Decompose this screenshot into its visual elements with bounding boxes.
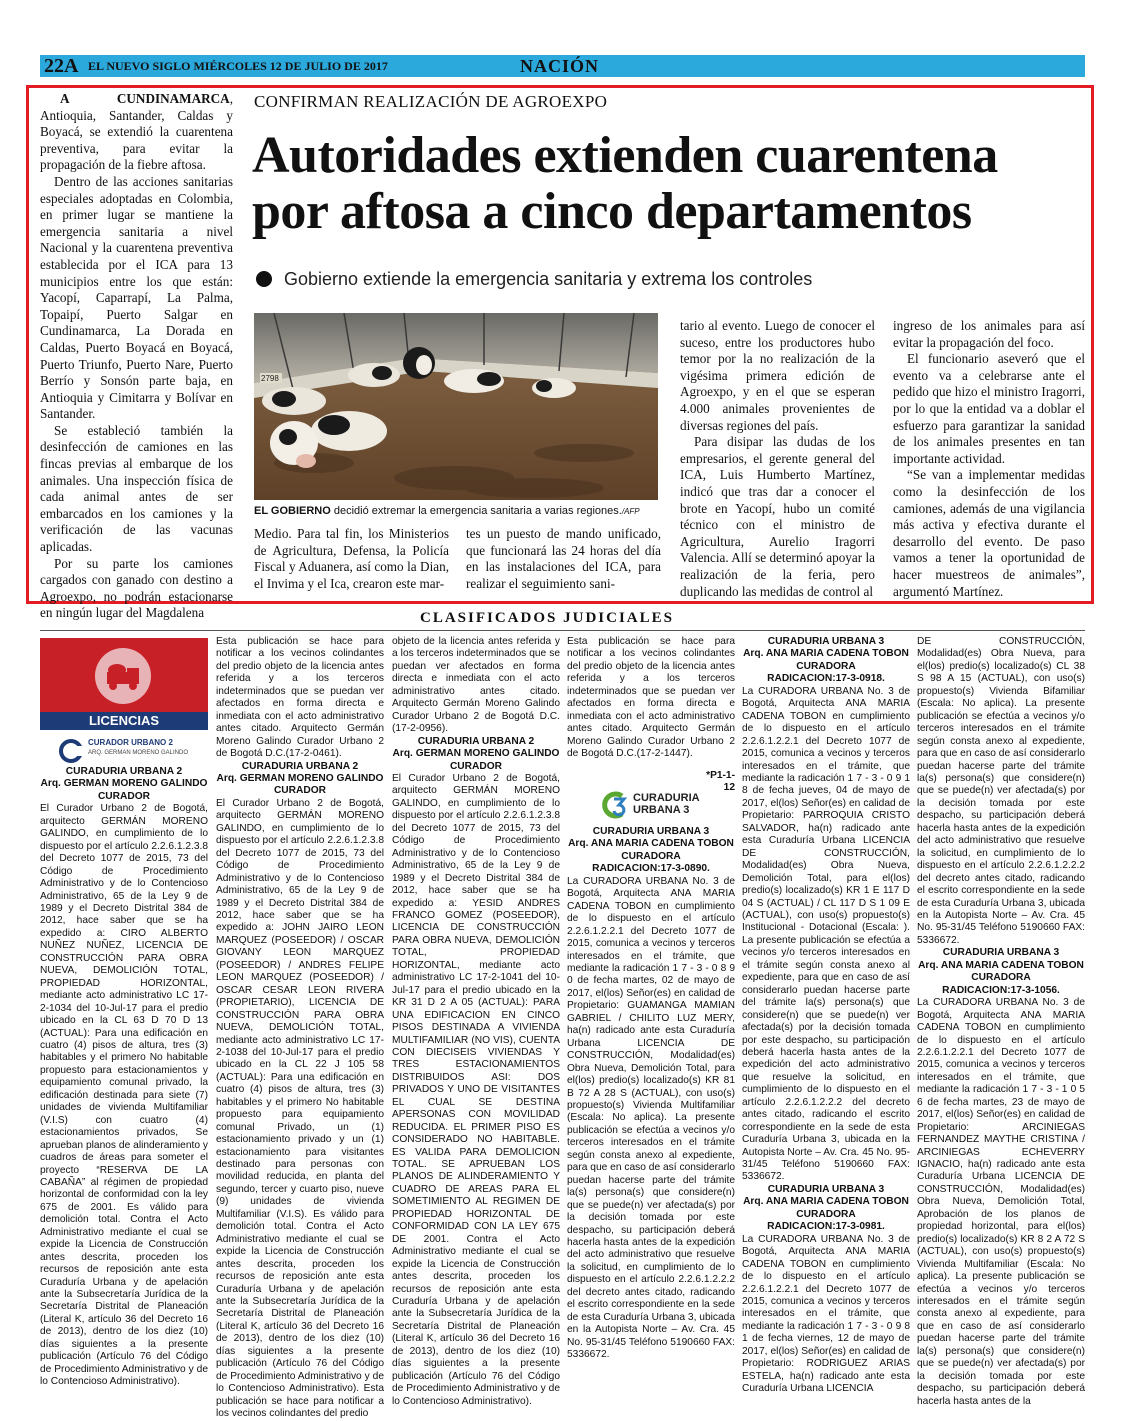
notice-heading: CURADORA bbox=[796, 660, 856, 672]
notice-heading: CURADOR bbox=[449, 760, 503, 772]
page-number: 22A bbox=[44, 55, 79, 77]
notice-heading: RADICACION:17-3-0981. bbox=[767, 1221, 885, 1233]
article-subheadline: Gobierno extiende la emergencia sanitaria y extrema los controles bbox=[256, 268, 812, 290]
notice-body: La CURADORA URBANA No. 3 de Bogotá, Arquitecta ANA MARIA CADENA TOBON en cumplimiento de lo dispuesto en el artículo 2.2.6.1.2.2.1 del Decreto 1077 de 2015, comunica a vecinos y terceros interesados en el trámite, que mediante la radicación 1 7 - 3 - 1 0 5 6 de fecha martes, 23 de mayo de 2017, el(los) Señor(es) en calidad de Propietario: ARCINIEGAS FERNANDEZ MAYTHE CRISTINA / ARCINIEGAS ECHEVERRY IGNACIO, ha(n) radicado ante esta Curaduría Urbana LICENCIA DE CONSTRUCCIÓN, Modalidad(es) Obra Nueva, Demolición Total, Aprobación de los planos de propiedad horizontal, para el(los) predio(s) localizado(s) KR 8 2 A 72 S (ACTUAL), con uso(s) propuesto(s) Vivienda Multifamiliar (Escala: No aplica). La presente publicación se efectúa a vecinos y/o terceros interesados en el trámite según consta anexo al expediente, para que en caso de así considerarlo puedan hacerse parte del trámite la(s) persona(s) que considere(n) que se puede(n) ver afectada(s) por la decisión tomada por este despacho, su participación deberá hacerla hasta antes de la bbox=[917, 997, 1085, 1407]
article-column-4 bbox=[680, 318, 875, 600]
notice-heading: Arq. GERMAN MORENO GALINDO bbox=[392, 748, 560, 760]
licencias-label: LICENCIAS bbox=[88, 713, 160, 728]
notice-body: La CURADORA URBANA No. 3 de Bogotá, Arquitecta ANA MARIA CADENA TOBON en cumplimiento de lo dispuesto en el artículo 2.2.6.1.2.2.1 del Decreto 1077 de 2015, comunica a vecinos y terceros interesados en el trámite, que mediante la radicación 1 7 - 3 - 0 8 9 0 de fecha martes, 02 de mayo de 2017, el(los) Señor(es) en calidad de Propietario: GUAMANGA MAMIAN GABRIEL / CHILITO LUZ MERY, ha(n) radicado ante esta Curaduría Urbana LICENCIA DE CONSTRUCCIÓN, Modalidad(es) Obra Nueva, Demolición Total, para el(los) predio(s) localizado(s) KR 81 B 72 A 28 S (ACTUAL), con uso(s) propuesto(s) Vivienda Multifamiliar (Escala: No aplica). La presente publicación se efectúa a vecinos y/o terceros interesados en el trámite según consta anexo al expediente, para que en caso de así considerarlo puedan hacerse parte del trámite la(s) persona(s) que considere(n) que se puede(n) ver afectada(s) por la decisión tomada por este despacho, su participación deberá hacerla hasta antes de la expedición del acto administrativo que resuelve la solicitud, en cumplimiento de lo dispuesto en el artículo 2.2.6.1.2.2.2 del decreto antes citado, radicando el escrito correspondiente en la sede de esta Curaduría Urbana 3, ubicada en la Autopista Norte – Av. Cra. 45 No. 95-31/45 Teléfono 5190660 FAX: 5336672. bbox=[567, 875, 735, 1361]
notice-heading: Arq. GERMAN MORENO GALINDO bbox=[40, 778, 208, 790]
cement-mixer-icon bbox=[95, 648, 151, 704]
paragraph: ingreso de los animales para así evitar la propagación del foco. bbox=[893, 318, 1085, 350]
cow-tag-text: 2798 bbox=[261, 374, 279, 383]
notice-body: objeto de la licencia antes referida y a los terceros indeterminados que se puedan ver afectados en forma directa e inmediata con el acto administrativo antes citado. Arquitecto Germán Moreno Galindo Curador Urbano 2 de Bogotá D.C.(17-2-0956). bbox=[392, 636, 560, 735]
classified-column-4b bbox=[567, 826, 735, 1361]
curador-urbano-2-logo: CURADOR URBANO 2 ARQ. GERMAN MORENO GALINDO bbox=[58, 736, 198, 766]
notice-heading: CURADURIA URBANA 2 bbox=[417, 735, 535, 747]
page-header-bar bbox=[40, 55, 1085, 77]
notice-heading: RADICACION:17-3-1056. bbox=[942, 984, 1060, 996]
classified-ref-code: *P1-1-12 bbox=[706, 770, 735, 794]
lead-in: A CUNDINAMARCA bbox=[60, 91, 230, 106]
classifieds-section-title: CLASIFICADOS JUDICIALES bbox=[420, 610, 674, 626]
paragraph: Por su parte los camiones cargados con ganado con destino a Agroexpo, no podrán estacionarse en ningún lugar del Magdalena bbox=[40, 555, 233, 621]
notice-heading: CURADURIA URBANA 3 bbox=[767, 1183, 885, 1195]
notice-body: La CURADORA URBANA No. 3 de Bogotá, Arquitecta ANA MARIA CADENA TOBON en cumplimiento de lo dispuesto en el artículo 2.2.6.1.2.2.1 del Decreto 1077 de 2015, comunica a vecinos y terceros interesados en el trámite, que mediante la radicación 1 7 - 3 - 0 9 8 1 de fecha viernes, 12 de mayo de 2017, el(los) Señor(es) en calidad de Propietario: RODRIGUEZ ARIAS ESTELA, ha(n) radicado ante esta Curaduría Urbana LICENCIA bbox=[742, 1233, 910, 1395]
article-kicker: CONFIRMAN REALIZACIÓN DE AGROEXPO bbox=[254, 92, 608, 111]
article-lead-paragraph: A CUNDINAMARCA, Antioquia, Santander, Caldas y Boyacá, se extendió la cuarentena preventiva, para evitar la propagación de la fiebre aftosa. bbox=[40, 91, 233, 173]
notice-body: DE CONSTRUCCIÓN, Modalidad(es) Obra Nueva, para el(los) predio(s) localizado(s) CL 38 S 98 A 15 (ACTUAL), con uso(s) propuesto(s) Vivienda Bifamiliar (Escala: No aplica). La presente publicación se efectúa a vecinos y/o terceros interesados en el trámite según consta anexo al expediente, para que en caso de así considerarlo puedan hacerse parte del trámite la(s) persona(s) que considere(n) que se puede(n) ver afectada(s) por la decisión tomada por este despacho, su participación deberá hacerla hasta antes de la expedición del acto administrativo que resuelve la solicitud, en cumplimiento de lo dispuesto en el artículo 2.2.6.1.2.2.2 del decreto antes citado, radicando el escrito correspondiente en la sede de esta Curaduría Urbana 3, ubicada en la Autopista Norte – Av. Cra. 45 No. 95-31/45 Teléfono 5190660 FAX: 5336672. bbox=[917, 636, 1085, 946]
notice-heading: CURADORA bbox=[621, 850, 681, 862]
notice-heading: Arq. ANA MARIA CADENA TOBON bbox=[743, 1196, 909, 1208]
classified-column-1 bbox=[40, 766, 208, 1389]
publication-date: EL NUEVO SIGLO MIÉRCOLES 12 DE JULIO DE 2017 bbox=[88, 59, 388, 73]
article-column-2 bbox=[254, 526, 449, 592]
classified-column-2 bbox=[216, 636, 384, 1421]
notice-heading: CURADURIA URBANA 3 bbox=[767, 636, 885, 647]
classified-column-5 bbox=[742, 636, 910, 1396]
notice-heading: CURADURIA URBANA 3 bbox=[942, 947, 1060, 959]
article-photo bbox=[254, 313, 658, 500]
notice-heading: CURADURIA URBANA 3 bbox=[592, 826, 710, 837]
notice-heading: CURADURIA URBANA 2 bbox=[241, 760, 359, 772]
notice-body: El Curador Urbano 2 de Bogotá, arquitecto GERMÁN MORENO GALINDO, en cumplimiento de lo dispuesto por el artículo 2.2.6.1.2.3.8 del Decreto 1077 de 2015, 73 del Código de Procedimiento Administrativo y de lo Contencioso Administrativo, 65 de la Ley 9 de 1989 y el Decreto Distrital 384 de 2012, hace saber que se ha expedido a: YESID ANDRES FRANCO GOMEZ (POSEEDOR), LICENCIA DE CONSTRUCCIÓN PARA OBRA NUEVA, DEMOLICIÓN TOTAL, PROPIEDAD HORIZONTAL, mediante acto administrativo LC 17-2-1041 del 10-Jul-17 para el predio ubicado en la KR 31 D 2 A 05 (ACTUAL): PARA UNA EDIFICACION EN CINCO PISOS DESTINADA A VIVIENDA MULTIFAMILIAR (NO VIS), CUENTA CON DIECISEIS VIVIENDAS Y TRES ESTACIONAMIENTOS DISTRIBUIDOS ASI: DOS PRIVADOS Y UNO DE VISITANTES EL CUAL SE DESTINA APERSONAS CON MOVILIDAD REDUCIDA. EL PRIMER PISO ES CONSIDERADO NO HABITABLE. ES VALIDA PARA DEMOLICION TOTAL. SE APRUEBAN LOS PLANOS DE ALINDERAMIENTO Y CUADRO DE AREAS PARA EL SOMETIMIENTO AL REGIMEN DE PROPIEDAD HORIZONTAL DE CONFORMIDAD CON LA LEY 675 DE 2001. Contra el Acto Administrativo mediante el cual se expide la Licencia de Construcción antes descrita, proceden los recursos de reposición ante esta Curaduría Urbana y de apelación ante la Subsecretaría Jurídica de la Secretaría Distrital de Planeación (Literal K, artículo 36 del Decreto 16 de 2013), dentro de los diez (10) días siguientes a la presente publicación (Artículo 76 del Código de Procedimiento Administrativo y de lo Contencioso Administrativo). bbox=[392, 772, 560, 1407]
notice-heading: Arq. ANA MARIA CADENA TOBON bbox=[568, 838, 734, 850]
paragraph: Para disipar las dudas de los empresarios, el gerente general del ICA, Luis Humberto Martínez, indicó que tras dar a conocer el brote en Yacopí, hubo un comité técnico con el ministro de Agricultura, Aurelio Iragorri Valencia. Allí se determinó apoyar la realización de la feria, pero duplicando las medidas de control al bbox=[680, 434, 875, 599]
paragraph: Medio. Para tal fin, los Ministerios de Agricultura, Defensa, la Policía Fiscal y Aduanera, así como la Dian, el Invima y el Ica, crearon este mar- bbox=[254, 526, 449, 591]
article-headline: Autoridades extienden cuarentena por aftosa a cinco departamentos bbox=[252, 127, 998, 240]
paragraph: tes un puesto de mando unificado, que funcionará las 24 horas del día en las instalaciones del ICA, para realizar el seguimiento sani- bbox=[466, 526, 661, 591]
notice-heading: Arq. ANA MARIA CADENA TOBON bbox=[743, 648, 909, 660]
paragraph: El funcionario aseveró que el evento va a celebrarse ante el pedido que hizo el ministro Iragorri, por lo que la entidad va a doblar el esfuerzo para garantizar la sanidad de los animales presentes en tan importante actividad. bbox=[893, 351, 1085, 466]
curaduria-urbana-3-logo: CURADURIA URBANA 3 bbox=[600, 790, 720, 820]
photo-caption: EL GOBIERNO decidió extremar la emergencia sanitaria a varias regiones./AFP bbox=[254, 505, 640, 517]
section-name: NACIÓN bbox=[520, 56, 600, 76]
notice-heading: Arq. GERMAN MORENO GALINDO bbox=[216, 772, 384, 784]
notice-heading: RADICACION:17-3-0918. bbox=[767, 673, 885, 685]
notice-heading: CURADOR bbox=[97, 790, 151, 802]
notice-body: El Curador Urbano 2 de Bogotá, arquitecto GERMÁN MORENO GALINDO, en cumplimiento de lo dispuesto por el artículo 2.2.6.1.2.3.8 del Decreto 1077 de 2015, 73 del Código de Procedimiento Administrativo y de lo Contencioso Administrativo, 65 de la Ley 9 de 1989 y el Decreto Distrital 384 de 2012, hace saber que se ha expedido a: CIRO ALBERTO NUÑEZ NUÑEZ, LICENCIA DE CONSTRUCCIÓN PARA OBRA NUEVA, DEMOLICIÓN TOTAL, PROPIEDAD HORIZONTAL, mediante acto administrativo LC 17-2-1034 del 10-Jul-17 para el predio ubicado en la CL 63 D 70 D 13 (ACTUAL): Para una edificación en cuatro (4) pisos de altura, tres (3) habitables y el primero No habitable propuesto para estacionamientos y equipamiento comunal privado, la edificación destinada para siete (7) unidades de vivienda Multifamiliar (V.I.S) con cuatro (4) estacionamientos privados, Se aprueban planos de alinderamiento y cuadros de áreas para someter el proyecto “RESERVA DE LA CABAÑA” al régimen de propiedad horizontal de conformidad con la ley 675 de 2001. Es válido para demolición total. Contra el Acto Administrativo mediante el cual se expide la Licencia de Construcción antes descrita, proceden los recursos de reposición ante esta Curaduría Urbana y de apelación ante la Subsecretaría Jurídica de la Secretaría Distrital de Planeación (Literal K, artículo 36 del Decreto 16 de 2013), dentro de los diez (10) días siguientes a la presente publicación (Artículo 76 del Código de Procedimiento Administrativo y de lo Contencioso Administrativo). bbox=[40, 803, 208, 1388]
classified-column-3 bbox=[392, 636, 560, 1408]
article-column-5 bbox=[893, 318, 1085, 600]
notice-heading: Arq. ANA MARIA CADENA TOBON bbox=[918, 959, 1084, 971]
paragraph: “Se van a implementar medidas como la desinfección de los camiones, además de una vigilancia más activa y efectiva durante el desarrollo del evento. De paso vamos a tener la oportunidad de hacer muestreos de animales”, argumentó Martínez. bbox=[893, 467, 1085, 599]
article-column-1 bbox=[40, 91, 233, 622]
article-column-3 bbox=[466, 526, 661, 592]
licencias-label-bar bbox=[40, 712, 208, 730]
notice-heading: CURADOR bbox=[273, 785, 327, 797]
bullet-icon bbox=[256, 271, 272, 287]
photo-credit: /AFP bbox=[621, 507, 640, 516]
notice-body: Esta publicación se hace para notificar a los vecinos colindantes del predio objeto de la licencia antes referida y a los terceros indeterminados que se puedan ver afectados en forma directa e inmediata con el acto administrativo antes citado. Arquitecto Germán Moreno Galindo Curador Urbano 2 de Bogotá D.C.(17-2-0461). bbox=[216, 636, 384, 760]
notice-heading: CURADURIA URBANA 2 bbox=[65, 766, 183, 777]
section-divider bbox=[40, 630, 1085, 631]
notice-body: La CURADORA URBANA No. 3 de Bogotá, Arquitecta ANA MARIA CADENA TOBON en cumplimiento de lo dispuesto en el artículo 2.2.6.1.2.2.1 del Decreto 1077 de 2015, comunica a vecinos y terceros interesados en el trámite, que mediante la radicación 1 7 - 3 - 0 9 1 8 de fecha jueves, 04 de mayo de 2017, el(los) Señor(es) en calidad de Propietario: PARROQUIA CRISTO SALVADOR, ha(n) radicado ante esta Curaduría Urbana LICENCIA DE CONSTRUCCIÓN, Modalidad(es) Obra Nueva, Demolición Total, para el(los) predio(s) localizado(s) KR 1 E 117 D 04 S (ACTUAL) / CL 117 D S 1 09 E (ACTUAL), con uso(s) propuesto(s) Institucional - Dotacional (Escala: ). La presente publicación se efectúa a vecinos y/o terceros interesados en el trámite según consta anexo al expediente, para que en caso de así considerarlo puedan hacerse parte del trámite la(s) persona(s) que considere(n) que se puede(n) ver afectada(s) por la decisión tomada por este despacho, su participación deberá hacerla hasta antes de la expedición del acto administrativo que resuelve la solicitud, en cumplimiento de lo dispuesto en el artículo 2.2.6.1.2.2.2 del decreto antes citado, radicando el escrito correspondiente en la sede de esta Curaduría Urbana 3, ubicada en la Autopista Norte – Av. Cra. 45 No. 95-31/45 Teléfono 5190660 FAX: 5336672. bbox=[742, 685, 910, 1183]
notice-body: El Curador Urbano 2 de Bogotá, arquitecto GERMÁN MORENO GALINDO, en cumplimiento de lo dispuesto por el artículo 2.2.6.1.2.3.8 del Decreto 1077 de 2015, 73 del Código de Procedimiento Administrativo y de lo Contencioso Administrativo, 65 de la Ley 9 de 1989 y el Decreto Distrital 384 de 2012, hace saber que se ha expedido a: JOHN JAIRO LEON MARQUEZ (POSEEDOR) / OSCAR GIOVANY LEON MARQUEZ (POSEEDOR) / ANDRES FELIPE LEON MARQUEZ (POSEEDOR) / OSCAR CESAR LEON RIVERA (PROPIETARIO), LICENCIA DE CONSTRUCCIÓN PARA OBRA NUEVA, DEMOLICIÓN TOTAL, mediante acto administrativo LC 17-2-1038 del 10-Jul-17 para el predio ubicado en la CL 22 J 105 58 (ACTUAL): Para una edificación en cuatro (4) pisos de altura, tres (3) habitables y el primero No habitable propuesto para equipamiento comunal Privado, un (1) estacionamiento privado y un (1) estacionamiento para visitantes destinado para personas con movilidad reducida, en planta del segundo, tercer y cuarto piso, nueve (9) unidades de vivienda Multifamiliar (V.I.S). Es válido para demolición total. Contra el Acto Administrativo mediante el cual se expide la Licencia de Construcción antes descrita, proceden los recursos de reposición ante esta Curaduría Urbana y de apelación ante la Subsecretaría Jurídica de la Secretaría Distrital de Planeación (Literal K, artículo 36 del Decreto 16 de 2013), dentro de los diez (10) días siguientes a la presente publicación (Artículo 76 del Código de Procedimiento Administrativo y de lo Contencioso Administrativo). Esta publicación se hace para notificar a los vecinos colindantes del predio bbox=[216, 797, 384, 1420]
paragraph: Se estableció también la desinfección de camiones en las fincas previas al embarque de los animales. Una inspección física de cada animal antes de ser embarcados en los camiones y la verificación de las vacunas aplicadas. bbox=[40, 422, 233, 555]
notice-heading: CURADORA bbox=[971, 972, 1031, 984]
paragraph: Dentro de las acciones sanitarias especiales adoptadas en Colombia, en primer lugar se mantiene la emergencia sanitaria a nivel Nacional y la cuarentena preventiva establecida por el ICA para 13 municipios entre los que están: Yacopí, Caparrapí, La Palma, Topaipí, Puerto Salgar en Cundinamarca, La Dorada en Caldas, Puerto Boyacá en Boyacá, Puerto Triunfo, Puerto Nare, Puerto Berrío y Sonsón parte baja, en Antioquia y Cimitarra y Bolívar en Santander. bbox=[40, 173, 233, 422]
notice-heading: RADICACION:17-3-0890. bbox=[592, 863, 710, 875]
notice-body: Esta publicación se hace para notificar a los vecinos colindantes del predio objeto de la licencia antes referida y a los terceros indeterminados que se puedan ver afectados en forma directa e inmediata con el acto administrativo antes citado. Arquitecto Germán Moreno Galindo Curador Urbano 2 de Bogotá D.C.(17-2-1447). bbox=[567, 636, 735, 760]
classified-column-4a bbox=[567, 636, 735, 761]
classified-column-6 bbox=[917, 636, 1085, 1408]
paragraph: tario al evento. Luego de conocer el suceso, entre los productores hubo temor por la no realización de la vigésima primera edición de Agroexpo, y en el que se esperan 4.000 animales provenientes de diversas regiones del país. bbox=[680, 318, 875, 433]
notice-heading: CURADORA bbox=[796, 1208, 856, 1220]
